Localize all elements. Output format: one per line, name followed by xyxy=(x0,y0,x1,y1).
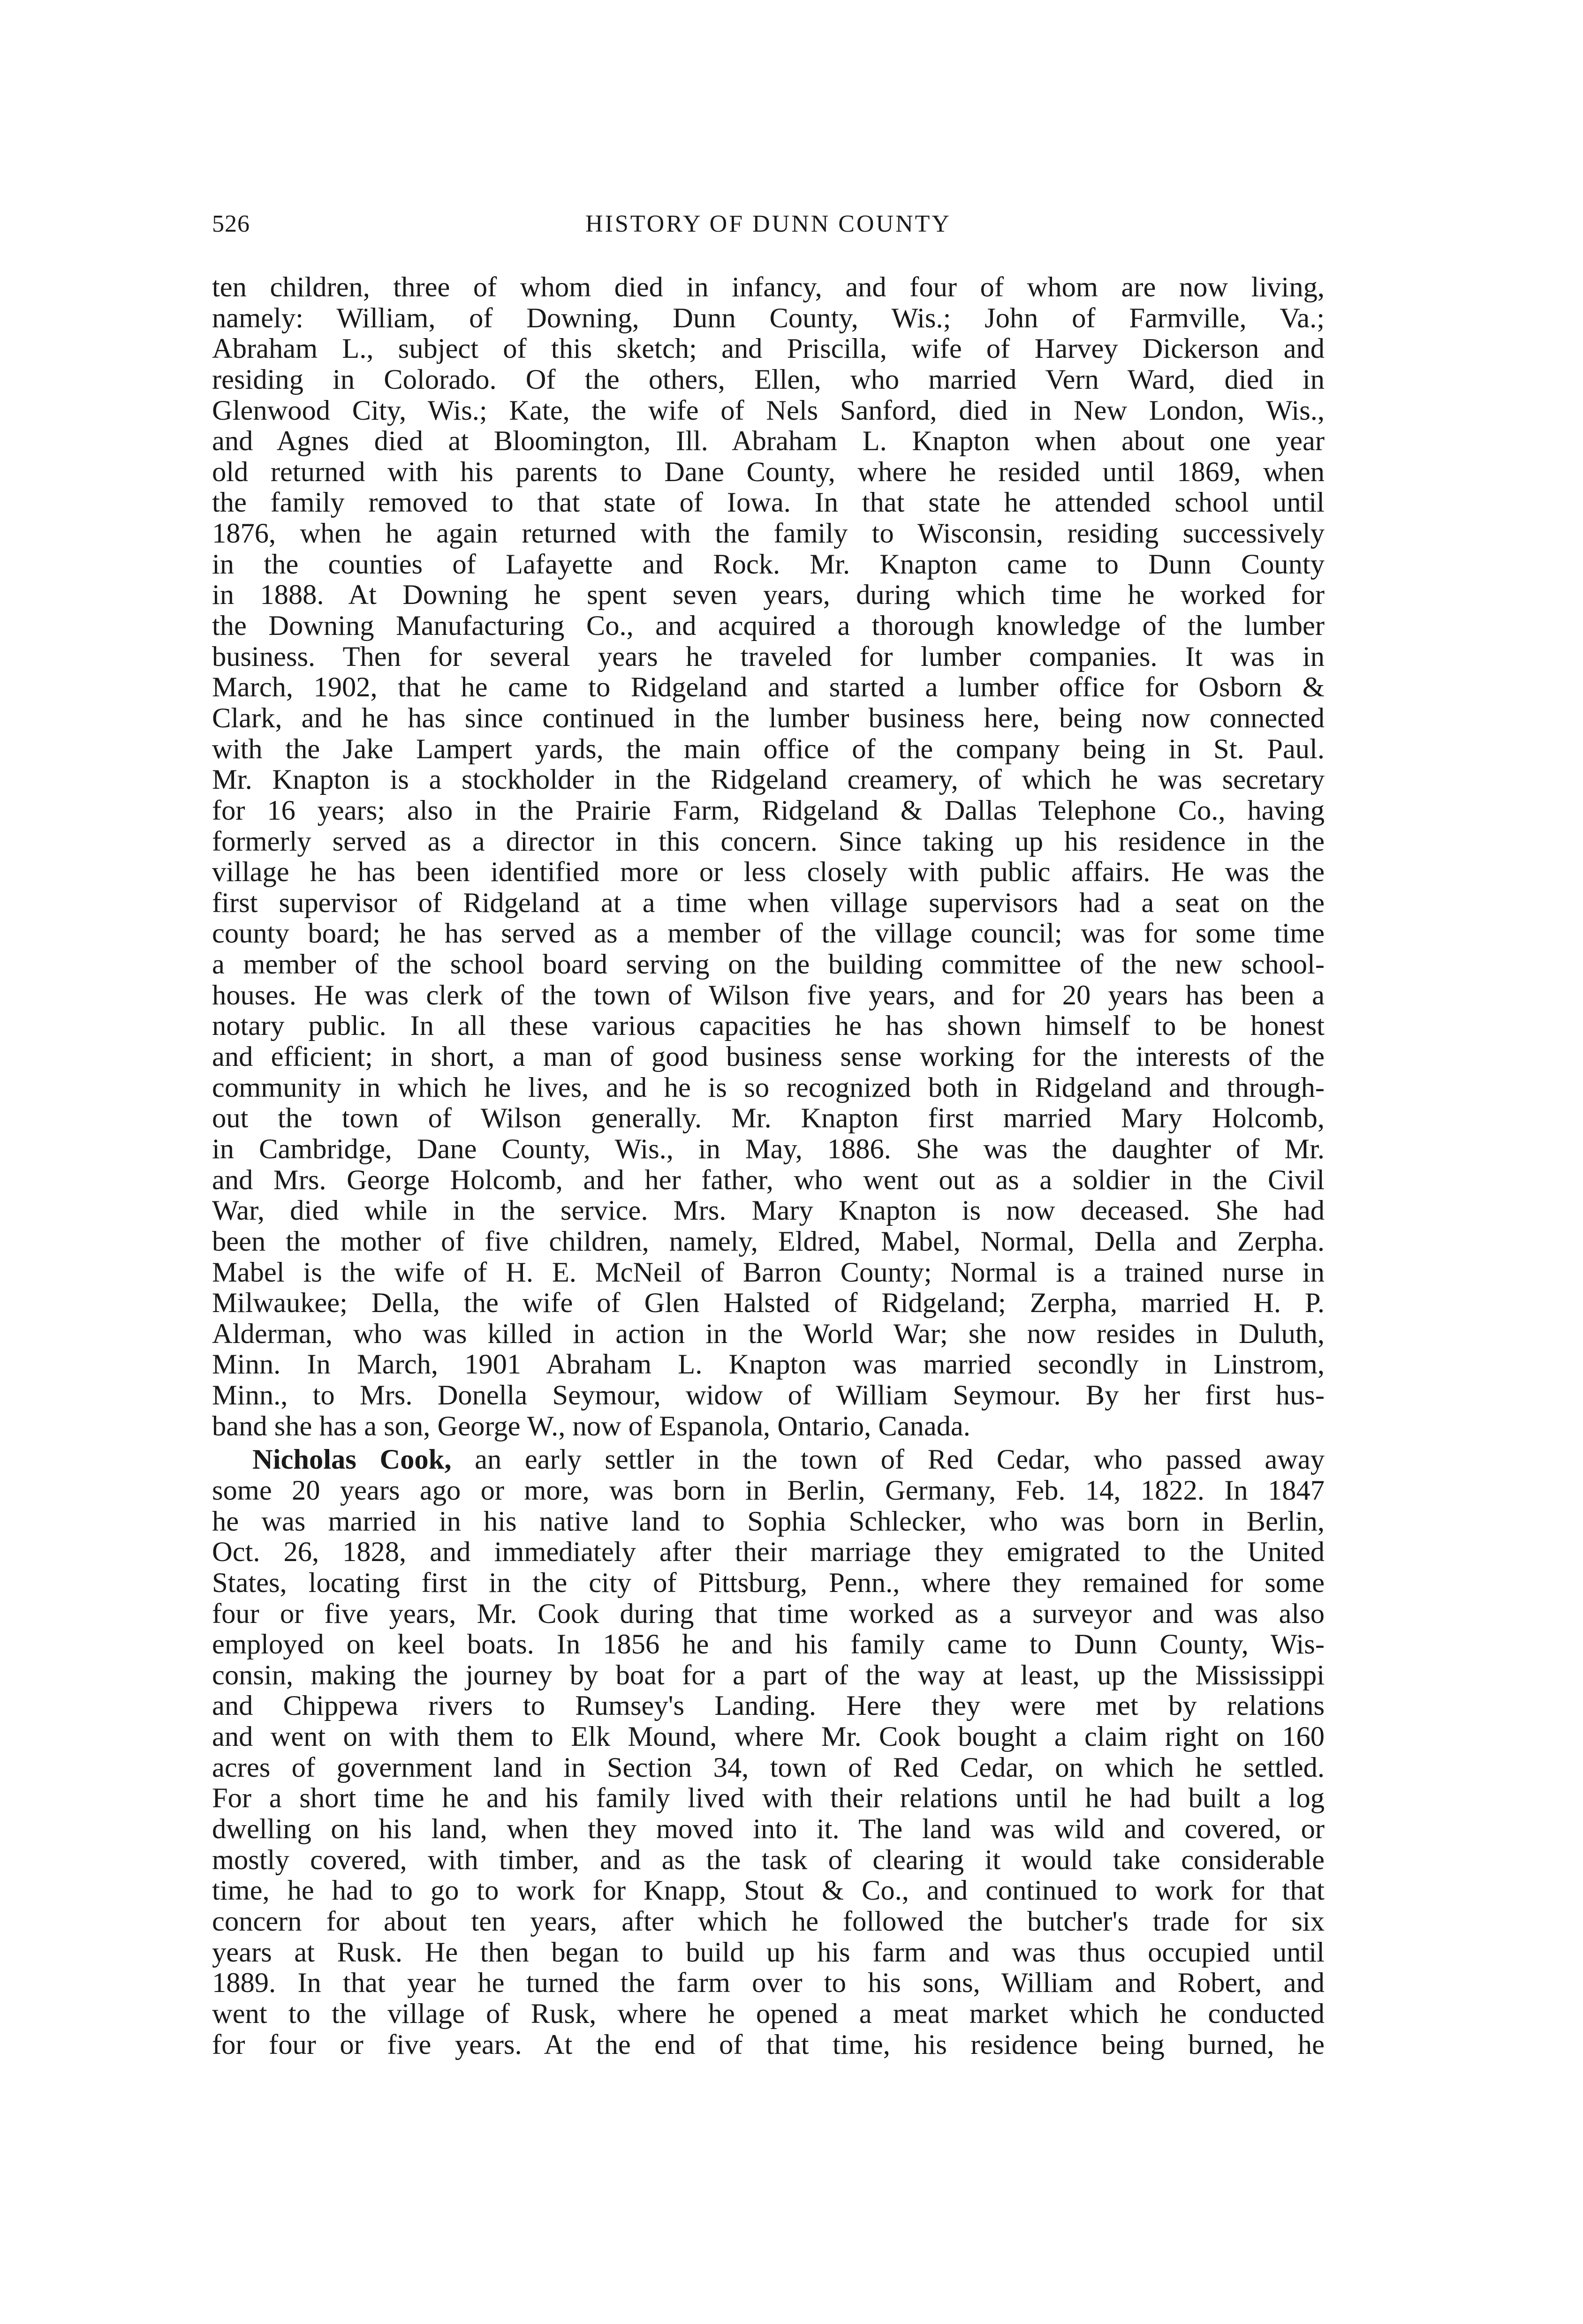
text-line: notary public. In all these various capacities he has shown himself to be honest xyxy=(212,1010,1325,1042)
text-line: War, died while in the service. Mrs. Mary Knapton is now deceased. She had xyxy=(212,1195,1325,1227)
text-line: first supervisor of Ridgeland at a time when village supervisors had a seat on the xyxy=(212,887,1325,919)
running-title: HISTORY OF DUNN COUNTY xyxy=(585,211,951,237)
text-line: acres of government land in Section 34, town of Red Cedar, on which he settled. xyxy=(212,1751,1325,1783)
text-line: time, he had to go to work for Knapp, Stout & Co., and continued to work for that xyxy=(212,1875,1325,1907)
text-line: been the mother of five children, namely, Eldred, Mabel, Normal, Della and Zerpha. xyxy=(212,1225,1325,1257)
text-line: consin, making the journey by boat for a part of the way at least, up the Mississippi xyxy=(212,1659,1325,1691)
text-line: he was married in his native land to Sophia Schlecker, who was born in Berlin, xyxy=(212,1505,1325,1537)
text-line: in Cambridge, Dane County, Wis., in May, 1886. She was the daughter of Mr. xyxy=(212,1133,1325,1165)
text-line: 1876, when he again returned with the family to Wisconsin, residing successively xyxy=(212,518,1325,550)
text-line: and efficient; in short, a man of good business sense working for the interests of the xyxy=(212,1041,1325,1073)
text-line: in the counties of Lafayette and Rock. Mr. Knapton came to Dunn County xyxy=(212,548,1325,580)
text-line: and Mrs. George Holcomb, and her father, who went out as a soldier in the Civil xyxy=(212,1164,1325,1196)
text-line: namely: William, of Downing, Dunn County, Wis.; John of Farmville, Va.; xyxy=(212,302,1325,334)
text-line: and Chippewa rivers to Rumsey's Landing. Here they were met by relations xyxy=(212,1690,1325,1722)
text-line xyxy=(212,1444,1325,1475)
text-line: with the Jake Lampert yards, the main office of the company being in St. Paul. xyxy=(212,733,1325,765)
text-line: Mabel is the wife of H. E. McNeil of Barron County; Normal is a trained nurse in xyxy=(212,1256,1325,1288)
text-line: Minn. In March, 1901 Abraham L. Knapton was married secondly in Linstrom, xyxy=(212,1349,1325,1381)
text-line: Clark, and he has since continued in the lumber business here, being now connected xyxy=(212,702,1325,734)
text-line: Glenwood City, Wis.; Kate, the wife of Nels Sanford, died in New London, Wis., xyxy=(212,394,1325,426)
body-text xyxy=(212,272,1325,2060)
text-line: States, locating first in the city of Pittsburg, Penn., where they remained for some xyxy=(212,1567,1325,1599)
text-line: Milwaukee; Della, the wife of Glen Halsted of Ridgeland; Zerpha, married H. P. xyxy=(212,1287,1325,1319)
text-line: community in which he lives, and he is so recognized both in Ridgeland and through- xyxy=(212,1071,1325,1103)
text-line: the Downing Manufacturing Co., and acquired a thorough knowledge of the lumber xyxy=(212,610,1325,642)
text-line: Alderman, who was killed in action in the World War; she now resides in Duluth, xyxy=(212,1318,1325,1350)
text-line: county board; he has served as a member of the village council; was for some time xyxy=(212,918,1325,950)
nicholas-cook-biography xyxy=(212,1444,1325,2060)
biography-subject-name: Nicholas Cook, xyxy=(252,1444,452,1476)
text-line: business. Then for several years he traveled for lumber companies. It was in xyxy=(212,641,1325,672)
text-line: 1889. In that year he turned the farm over to his sons, William and Robert, and xyxy=(212,1967,1325,1999)
first-line-text: an early settler in the town of Red Cedar, who passed away xyxy=(451,1444,1325,1476)
text-line: residing in Colorado. Of the others, Ellen, who married Vern Ward, died in xyxy=(212,363,1325,395)
text-line: mostly covered, with timber, and as the task of clearing it would take considerable xyxy=(212,1844,1325,1876)
knapton-biography-continued xyxy=(212,272,1325,1441)
text-line: Abraham L., subject of this sketch; and Priscilla, wife of Harvey Dickerson and xyxy=(212,333,1325,365)
text-line: Oct. 26, 1828, and immediately after their marriage they emigrated to the United xyxy=(212,1536,1325,1568)
text-line: four or five years, Mr. Cook during that time worked as a surveyor and was also xyxy=(212,1598,1325,1630)
text-line: March, 1902, that he came to Ridgeland and started a lumber office for Osborn & xyxy=(212,672,1325,703)
text-line: and went on with them to Elk Mound, where Mr. Cook bought a claim right on 160 xyxy=(212,1721,1325,1753)
text-line: band she has a son, George W., now of Espanola, Ontario, Canada. xyxy=(212,1410,970,1442)
text-line: in 1888. At Downing he spent seven years, during which time he worked for xyxy=(212,579,1325,611)
text-line: some 20 years ago or more, was born in Berlin, Germany, Feb. 14, 1822. In 1847 xyxy=(212,1474,1325,1506)
text-line: dwelling on his land, when they moved into it. The land was wild and covered, or xyxy=(212,1813,1325,1845)
text-line: For a short time he and his family lived with their relations until he had built a log xyxy=(212,1782,1325,1814)
text-line: employed on keel boats. In 1856 he and his family came to Dunn County, Wis- xyxy=(212,1629,1325,1660)
page-number: 526 xyxy=(212,211,250,237)
text-line: and Agnes died at Bloomington, Ill. Abraham L. Knapton when about one year xyxy=(212,425,1325,457)
running-header xyxy=(212,210,1325,248)
text-line: years at Rusk. He then began to build up his farm and was thus occupied until xyxy=(212,1936,1325,1968)
text-line: the family removed to that state of Iowa. In that state he attended school until xyxy=(212,487,1325,519)
text-line: for four or five years. At the end of that time, his residence being burned, he xyxy=(212,2029,1325,2060)
text-line: for 16 years; also in the Prairie Farm, Ridgeland & Dallas Telephone Co., having xyxy=(212,794,1325,826)
text-line: went to the village of Rusk, where he opened a meat market which he conducted xyxy=(212,1998,1325,2030)
text-line: houses. He was clerk of the town of Wilson five years, and for 20 years has been a xyxy=(212,979,1325,1011)
text-line: old returned with his parents to Dane County, where he resided until 1869, when xyxy=(212,456,1325,488)
text-line: formerly served as a director in this concern. Since taking up his residence in the xyxy=(212,825,1325,857)
text-line: out the town of Wilson generally. Mr. Knapton first married Mary Holcomb, xyxy=(212,1102,1325,1134)
text-line: Minn., to Mrs. Donella Seymour, widow of William Seymour. By her first hus- xyxy=(212,1380,1325,1411)
text-line: ten children, three of whom died in infancy, and four of whom are now living, xyxy=(212,272,1325,303)
text-line: a member of the school board serving on the building committee of the new school- xyxy=(212,949,1325,981)
text-line: concern for about ten years, after which he followed the butcher's trade for six xyxy=(212,1905,1325,1937)
text-line: Mr. Knapton is a stockholder in the Ridgeland creamery, of which he was secretary xyxy=(212,764,1325,796)
text-line: village he has been identified more or less closely with public affairs. He was the xyxy=(212,856,1325,888)
